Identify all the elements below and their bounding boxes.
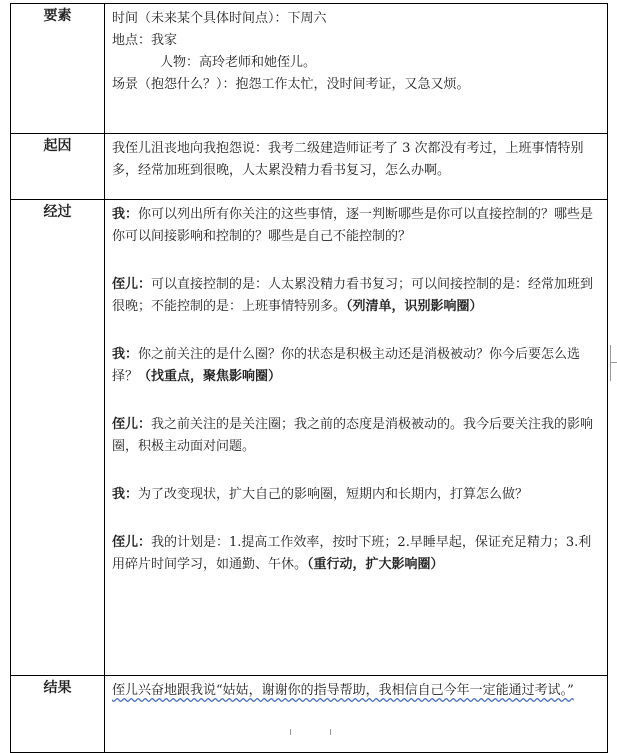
cause-text: 我侄儿沮丧地向我抱怨说：我考二级建造师证考了 3 次都没有考过，上班事情特别多，经常加班到很晚，人太累没精力看书复习，怎么办啊。 <box>112 141 584 178</box>
speaker-name: 侄儿： <box>112 535 152 550</box>
dialogue-line <box>112 532 601 576</box>
process-content <box>105 200 608 676</box>
page-bottom-mark <box>330 729 331 735</box>
elements-content <box>105 4 608 134</box>
label-process: 经过 <box>11 200 105 676</box>
row-cause <box>11 134 608 200</box>
dialogue-line <box>112 204 601 248</box>
method-note: （找重点，聚焦影响圈） <box>138 369 282 384</box>
result-content <box>105 676 608 753</box>
speaker-name: 我： <box>112 207 139 222</box>
speaker-name: 我： <box>112 347 139 362</box>
elements-place: 地点：我家 <box>112 33 178 48</box>
row-elements <box>11 4 608 134</box>
dialogue-line <box>112 344 601 388</box>
speaker-name: 侄儿： <box>112 417 152 432</box>
speaker-name: 侄儿： <box>112 277 152 292</box>
row-process <box>11 200 608 676</box>
page-edge-mark <box>611 362 617 363</box>
dialogue-line <box>112 484 601 506</box>
method-note: （重行动，扩大影响圈） <box>307 557 444 572</box>
label-cause: 起因 <box>11 134 105 200</box>
row-result <box>11 676 608 753</box>
result-sentence: 侄儿兴奋地跟我说“姑姑，谢谢你的指导帮助，我相信自己今年一定能通过考试。” <box>112 683 574 698</box>
dialogue-text: 你可以列出所有你关注的这些事情，逐一判断哪些是你可以直接控制的？哪些是你可以间接影响和控制的？哪些是自己不能控制的？ <box>112 207 594 244</box>
speaker-name: 我： <box>112 487 139 502</box>
dialogue-text: 你之前关注的是什么圈？你的状态是积极主动还是消极被动？你今后要怎么选择？ <box>112 347 581 384</box>
page-bottom-mark <box>290 729 291 735</box>
label-result: 结果 <box>11 676 105 753</box>
cause-content <box>105 134 608 200</box>
dialogue-line <box>112 414 601 458</box>
label-elements: 要素 <box>11 4 105 134</box>
elements-people: 人物：高玲老师和她侄儿。 <box>160 55 317 70</box>
elements-time: 时间（未来某个具体时间点）：下周六 <box>112 11 327 26</box>
method-note: （列清单，识别影响圈） <box>346 299 483 314</box>
dialogue-text: 我的计划是：1.提高工作效率，按时下班；2.早睡早起，保证充足精力；3.利用碎片时间学习，如通勤、午休。 <box>112 535 592 572</box>
story-table <box>10 3 608 753</box>
page-edge-mark <box>610 345 611 381</box>
elements-scene: 场景（抱怨什么？）：抱怨工作太忙，没时间考证，又急又烦。 <box>112 77 470 92</box>
dialogue-line <box>112 274 601 318</box>
result-text <box>112 680 601 702</box>
dialogue-text: 可以直接控制的是：人太累没精力看书复习；可以间接控制的是：经常加班到很晚；不能控制的是：上班事情特别多。 <box>112 277 594 314</box>
dialogue-text: 为了改变现状，扩大自己的影响圈，短期内和长期内，打算怎么做？ <box>138 487 529 502</box>
dialogue-text: 我之前关注的是关注圈；我之前的态度是消极被动的。我今后要关注我的影响圈，积极主动面对问题。 <box>112 417 594 454</box>
